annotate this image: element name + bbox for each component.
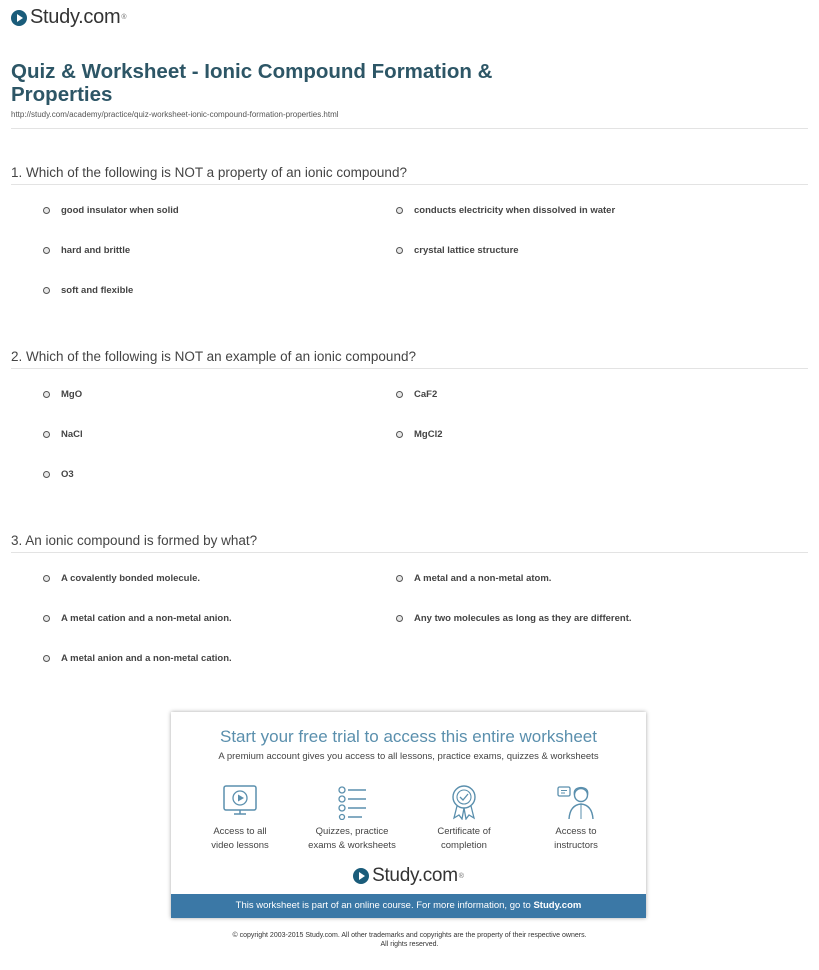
feature-label-line1: Access to <box>555 826 597 837</box>
answer-option[interactable] <box>396 573 551 584</box>
promo-headline[interactable]: Start your free trial to access this entire worksheet <box>220 727 597 746</box>
study-logo[interactable] <box>11 6 126 29</box>
promo-subheadline: A premium account gives you access to all lessons, practice exams, quizzes & worksheets <box>218 751 599 762</box>
answer-option[interactable] <box>43 245 130 256</box>
certificate-icon <box>444 784 484 820</box>
radio-button[interactable] <box>43 471 50 478</box>
feature-label-line2: video lessons <box>211 840 269 851</box>
answer-label: A covalently bonded molecule. <box>61 573 201 584</box>
free-trial-promo[interactable] <box>171 712 646 918</box>
radio-button[interactable] <box>396 391 403 398</box>
quiz-list-icon <box>332 784 372 820</box>
answer-label: CaF2 <box>414 389 438 400</box>
instructor-icon <box>556 784 596 820</box>
feature-video-lessons <box>185 784 295 853</box>
answer-option[interactable] <box>43 205 179 216</box>
logo-text: Study.com <box>30 6 121 28</box>
answer-label: hard and brittle <box>61 245 131 256</box>
answer-option[interactable] <box>396 245 519 256</box>
answer-option[interactable] <box>43 573 200 584</box>
promo-study-logo[interactable] <box>171 865 646 887</box>
radio-button[interactable] <box>43 391 50 398</box>
answer-label: MgCl2 <box>414 429 443 440</box>
answer-option[interactable] <box>43 653 232 664</box>
radio-button[interactable] <box>396 247 403 254</box>
answer-label: soft and flexible <box>61 285 134 296</box>
video-lesson-icon <box>220 784 260 820</box>
question-divider <box>11 368 808 369</box>
play-icon <box>353 868 369 884</box>
feature-label-line1: Quizzes, practice <box>315 826 389 837</box>
answer-label: A metal anion and a non-metal cation. <box>61 653 232 664</box>
answer-label: conducts electricity when dissolved in water <box>414 205 616 216</box>
radio-button[interactable] <box>43 431 50 438</box>
feature-certificate <box>409 784 519 853</box>
answer-option[interactable] <box>43 469 74 480</box>
radio-button[interactable] <box>43 655 50 662</box>
question-divider <box>11 184 808 185</box>
header-divider <box>11 128 808 129</box>
radio-button[interactable] <box>43 575 50 582</box>
question-2: 2. Which of the following is NOT an example of an ionic compound? <box>11 349 416 364</box>
play-icon <box>11 10 27 26</box>
radio-button[interactable] <box>43 207 50 214</box>
feature-label-line1: Certificate of <box>437 826 491 837</box>
answer-label: A metal cation and a non-metal anion. <box>61 613 232 624</box>
answer-label: crystal lattice structure <box>414 245 519 256</box>
question-3: 3. An ionic compound is formed by what? <box>11 533 258 548</box>
answer-option[interactable] <box>396 205 615 216</box>
feature-label-line2: instructors <box>554 840 598 851</box>
radio-button[interactable] <box>396 431 403 438</box>
answer-label: MgO <box>61 389 83 400</box>
question-1: 1. Which of the following is NOT a property of an ionic compound? <box>11 165 407 180</box>
answer-option[interactable] <box>43 613 232 624</box>
page-title: Quiz & Worksheet - Ionic Compound Formation & Properties <box>11 60 493 106</box>
answer-option[interactable] <box>43 285 133 296</box>
feature-quizzes <box>297 784 407 853</box>
radio-button[interactable] <box>396 575 403 582</box>
promo-info-bar <box>171 894 646 918</box>
radio-button[interactable] <box>43 247 50 254</box>
feature-instructors <box>521 784 631 853</box>
radio-button[interactable] <box>43 615 50 622</box>
feature-label-line1: Access to all <box>213 826 267 837</box>
copyright-line1: © copyright 2003-2015 Study.com. All other trademarks and copyrights are the property of their respective owners. <box>232 932 587 939</box>
answer-label: NaCl <box>61 429 83 440</box>
question-divider <box>11 552 808 553</box>
radio-button[interactable] <box>396 615 403 622</box>
feature-label-line2: exams & worksheets <box>308 840 396 851</box>
answer-option[interactable] <box>43 429 83 440</box>
trademark-mark: ® <box>121 14 127 21</box>
answer-label: O3 <box>61 469 74 480</box>
feature-label-line2: completion <box>441 840 487 851</box>
answer-label: good insulator when solid <box>61 205 179 216</box>
logo-text: Study.com <box>372 865 458 886</box>
radio-button[interactable] <box>396 207 403 214</box>
answer-option[interactable] <box>396 613 632 624</box>
promo-bar-link[interactable]: Study.com <box>533 900 582 911</box>
answer-label: Any two molecules as long as they are different. <box>414 613 632 624</box>
answer-option[interactable] <box>396 429 443 440</box>
radio-button[interactable] <box>43 287 50 294</box>
answer-label: A metal and a non-metal atom. <box>414 573 552 584</box>
answer-option[interactable] <box>43 389 82 400</box>
trademark-mark: ® <box>458 872 464 880</box>
answer-option[interactable] <box>396 389 437 400</box>
copyright-notice <box>0 931 819 949</box>
page-url: http://study.com/academy/practice/quiz-worksheet-ionic-compound-formation-properties.html <box>11 110 339 119</box>
promo-bar-text: This worksheet is part of an online course. For more information, go to <box>235 900 534 911</box>
copyright-line2: All rights reserved. <box>380 941 439 948</box>
